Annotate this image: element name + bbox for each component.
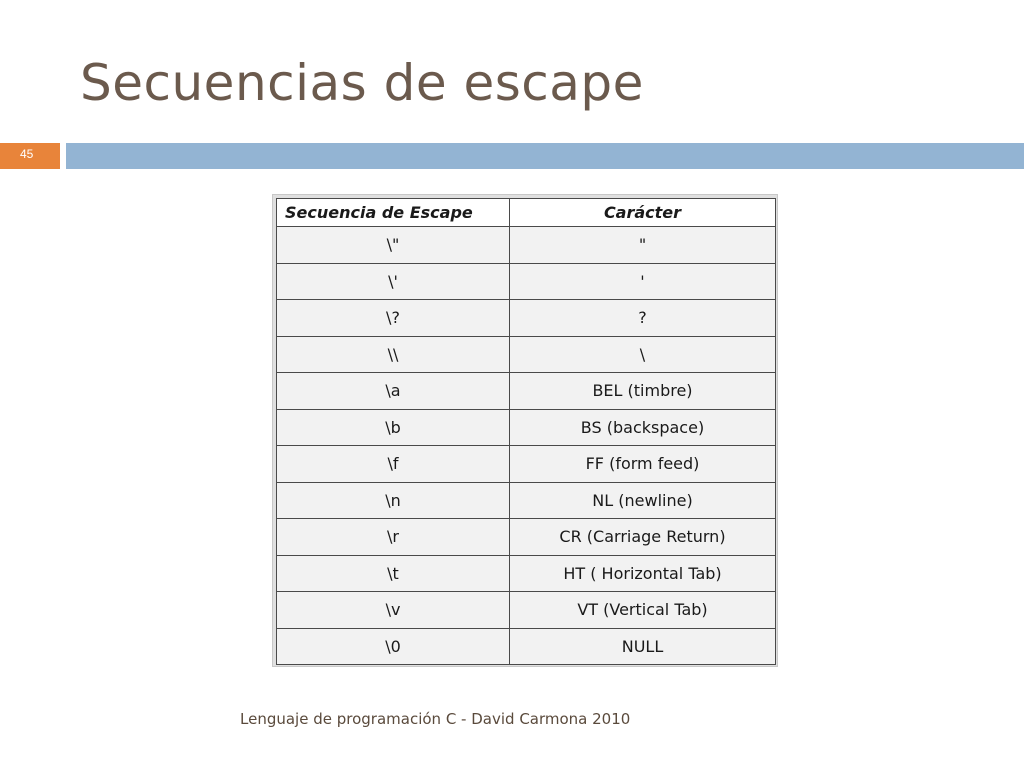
character-cell: \ [510, 336, 776, 373]
escape-cell: \f [277, 446, 510, 483]
escape-cell: \t [277, 555, 510, 592]
escape-cell: \n [277, 482, 510, 519]
escape-cell: \b [277, 409, 510, 446]
escape-cell: \' [277, 263, 510, 300]
table-row [277, 555, 776, 592]
table-row [277, 409, 776, 446]
character-cell: BS (backspace) [510, 409, 776, 446]
character-cell: " [510, 227, 776, 264]
table-row [277, 336, 776, 373]
table-row [277, 592, 776, 629]
title-divider-band [66, 143, 1024, 169]
escape-cell: \0 [277, 628, 510, 665]
escape-cell: \v [277, 592, 510, 629]
character-cell: ? [510, 300, 776, 337]
table-row [277, 227, 776, 264]
table-row [277, 263, 776, 300]
table-row [277, 482, 776, 519]
page-number: 45 [20, 147, 34, 161]
escape-cell: \r [277, 519, 510, 556]
escape-cell: \\ [277, 336, 510, 373]
character-cell: HT ( Horizontal Tab) [510, 555, 776, 592]
escape-cell: \? [277, 300, 510, 337]
table-row [277, 446, 776, 483]
slide-footer: Lenguaje de programación C - David Carmona 2010 [240, 710, 631, 728]
header-character: Carácter [510, 199, 776, 227]
character-cell: NL (newline) [510, 482, 776, 519]
character-cell: VT (Vertical Tab) [510, 592, 776, 629]
escape-cell: \a [277, 373, 510, 410]
slide-title: Secuencias de escape [80, 54, 644, 112]
character-cell: ' [510, 263, 776, 300]
character-cell: FF (form feed) [510, 446, 776, 483]
table-row [277, 300, 776, 337]
table-row [277, 519, 776, 556]
character-cell: CR (Carriage Return) [510, 519, 776, 556]
escape-cell: \" [277, 227, 510, 264]
header-escape-sequence: Secuencia de Escape [277, 199, 510, 227]
table-header-row [277, 199, 776, 227]
table-row [277, 628, 776, 665]
character-cell: NULL [510, 628, 776, 665]
table-row [277, 373, 776, 410]
escape-sequence-table [276, 198, 776, 665]
character-cell: BEL (timbre) [510, 373, 776, 410]
